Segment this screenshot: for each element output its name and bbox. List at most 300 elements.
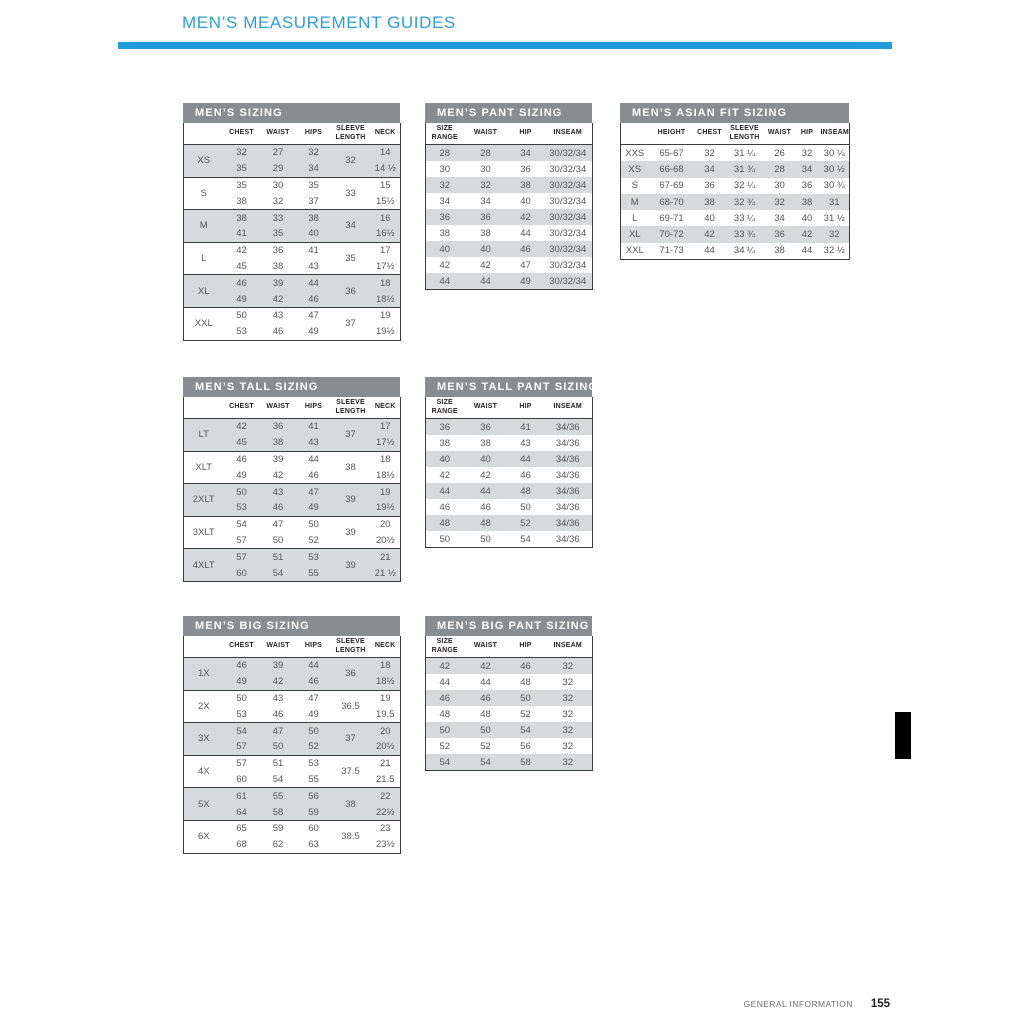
- sleeve-length-cell: 32: [331, 145, 371, 178]
- measurement-cell: 34/36: [544, 515, 593, 531]
- sleeve-length-cell: 38: [331, 788, 371, 821]
- table-mens-sizing: [183, 103, 400, 341]
- column-header-row: [621, 123, 850, 145]
- column-header-cell: WAIST: [765, 123, 795, 145]
- measurement-cell: 63: [297, 837, 331, 853]
- measurement-cell: 49: [297, 324, 331, 340]
- column-header-cell: INSEAM: [544, 636, 593, 658]
- measurement-cell: 22½: [371, 804, 401, 820]
- measurement-cell: 46: [439, 501, 451, 513]
- table-row: [184, 419, 401, 435]
- measurement-cell: 49: [224, 674, 260, 690]
- table-mens-tall-sizing: [183, 377, 400, 582]
- measurement-cell: 32: [544, 754, 593, 771]
- measurement-cell: 55: [297, 565, 331, 581]
- measurement-cell: 18½: [371, 467, 401, 483]
- measurement-cell: 39: [272, 453, 284, 465]
- sleeve-length-cell: 39: [331, 484, 371, 517]
- measurement-cell: 50: [520, 501, 531, 513]
- measurement-cell: 50: [426, 722, 464, 738]
- table-title-bar: MEN’S PANT SIZING: [425, 103, 592, 123]
- measurement-cell: 51: [272, 758, 284, 770]
- measurement-cell: 43: [272, 692, 284, 704]
- measurement-cell: 46: [297, 291, 331, 307]
- table-row: [184, 788, 401, 804]
- measurement-cell: 17: [379, 245, 391, 257]
- measurement-cell: 30/32/34: [549, 195, 587, 207]
- measurement-cell: 28: [464, 145, 508, 162]
- measurement-cell: 40: [704, 212, 715, 224]
- table-row: [184, 658, 401, 674]
- measurement-cell: 50: [439, 533, 451, 545]
- measurement-cell: 17½: [371, 435, 401, 451]
- table-title-bar: MEN’S SIZING: [183, 103, 400, 123]
- measurement-cell: 26: [774, 147, 785, 159]
- measurement-cell: 39: [260, 658, 297, 674]
- measurement-cell: 28: [426, 145, 464, 162]
- measurement-cell: 38: [480, 227, 491, 239]
- measurement-cell: 50: [236, 310, 247, 322]
- measurement-cell: 54: [260, 772, 297, 788]
- measurement-cell: 17: [371, 419, 401, 435]
- size-label-cell: M: [184, 210, 224, 243]
- measurement-cell: 46: [297, 674, 331, 690]
- measurement-cell: 23½: [371, 837, 401, 853]
- measurement-cell: 53: [297, 549, 331, 565]
- table-row: [426, 754, 593, 771]
- measurement-cell: 36: [260, 419, 297, 435]
- table-row: [621, 226, 850, 242]
- measurement-cell: 48: [464, 515, 508, 531]
- measurement-cell: 46: [426, 690, 464, 706]
- measurement-cell: 34/36: [544, 419, 593, 436]
- measurement-cell: 50: [508, 690, 544, 706]
- page-title: MEN’S MEASUREMENT GUIDES: [182, 13, 456, 32]
- measurement-cell: 32: [562, 740, 574, 752]
- column-header-cell: [184, 397, 224, 419]
- measurement-cell: 46: [480, 501, 491, 513]
- table-row: [184, 549, 401, 565]
- measurement-cell: 44: [508, 451, 544, 467]
- measurement-cell: 42: [260, 291, 297, 307]
- measurement-cell: 53: [224, 500, 260, 516]
- measurement-cell: 30/32/34: [549, 227, 587, 239]
- sleeve-length-cell: 36.5: [331, 690, 371, 723]
- table-row: [426, 706, 593, 722]
- measurement-cell: 53: [224, 706, 260, 722]
- size-label-cell: 4XLT: [184, 549, 224, 582]
- measurement-cell: 48: [426, 515, 464, 531]
- measurement-cell: 42: [508, 209, 544, 225]
- table-row: [621, 194, 850, 210]
- measurement-cell: 46: [260, 500, 297, 516]
- measurement-cell: 57: [224, 549, 260, 565]
- measurement-cell: 44: [426, 483, 464, 499]
- table-row: [184, 451, 401, 467]
- measurement-cell: 43: [260, 484, 297, 500]
- measurement-cell: 47: [308, 310, 319, 322]
- measurement-cell: XL: [621, 226, 649, 242]
- table-row: [621, 243, 850, 260]
- measurement-cell: 14 ½: [371, 161, 401, 177]
- measurement-cell: 19: [379, 692, 391, 704]
- measurement-cell: 30/32/34: [544, 273, 593, 290]
- sizing-table: [425, 636, 593, 771]
- measurement-cell: 32: [765, 194, 795, 210]
- table-title-bar: MEN’S ASIAN FIT SIZING: [620, 103, 849, 123]
- measurement-cell: 32: [820, 226, 850, 242]
- measurement-cell: 17½: [371, 259, 401, 275]
- measurement-cell: 22: [371, 788, 401, 804]
- size-label-cell: 2X: [184, 690, 224, 723]
- sizing-table: [620, 123, 850, 260]
- column-header-cell: SIZE RANGE: [426, 123, 464, 145]
- column-header-cell: CHEST: [224, 397, 260, 419]
- column-header-cell: CHEST: [224, 636, 260, 658]
- measurement-cell: 20: [371, 723, 401, 739]
- table-title-bar: MEN’S BIG PANT SIZING: [425, 616, 592, 636]
- measurement-cell: 30/32/34: [544, 209, 593, 225]
- column-header-row: [426, 123, 593, 145]
- measurement-cell: 68-70: [649, 194, 695, 210]
- column-header-row: [426, 397, 593, 419]
- sleeve-length-cell: 35: [331, 242, 371, 275]
- table-row: [426, 435, 593, 451]
- sizing-table: [425, 397, 593, 548]
- measurement-cell: 43: [520, 437, 531, 449]
- measurement-cell: 30/32/34: [544, 145, 593, 162]
- measurement-cell: 21: [371, 549, 401, 565]
- measurement-cell: 50: [260, 739, 297, 755]
- table-row: [184, 307, 401, 323]
- measurement-cell: 31: [820, 194, 850, 210]
- measurement-cell: XXL: [625, 245, 644, 257]
- measurement-cell: 35: [236, 179, 247, 191]
- table-row: [621, 161, 850, 177]
- table-mens-tall-pant-sizing: [425, 377, 599, 548]
- measurement-cell: 31 ½: [823, 212, 845, 224]
- column-header-cell: INSEAM: [820, 123, 850, 145]
- measurement-cell: 49: [508, 273, 544, 290]
- measurement-cell: 50: [224, 484, 260, 500]
- measurement-cell: 30/32/34: [544, 241, 593, 257]
- measurement-cell: 18: [371, 658, 401, 674]
- column-header-cell: HIP: [508, 397, 544, 419]
- measurement-cell: 32 ¾: [725, 194, 765, 210]
- column-header-cell: HIPS: [297, 123, 331, 145]
- measurement-cell: 50: [480, 533, 491, 545]
- sleeve-length-cell: 37: [331, 723, 371, 756]
- measurement-cell: 50: [236, 692, 247, 704]
- column-header-cell: HIP: [508, 123, 544, 145]
- measurement-cell: 50: [464, 722, 508, 738]
- measurement-cell: 46: [224, 275, 260, 291]
- measurement-cell: 50: [260, 533, 297, 549]
- column-header-cell: WAIST: [464, 397, 508, 419]
- column-header-cell: SLEEVE LENGTH: [331, 123, 371, 145]
- column-header-cell: INSEAM: [544, 397, 593, 419]
- table-mens-big-pant-sizing: [425, 616, 592, 771]
- measurement-cell: 42: [426, 658, 464, 675]
- measurement-cell: 16½: [371, 226, 401, 242]
- size-label-cell: 6X: [184, 820, 224, 853]
- size-label-cell: XXL: [184, 307, 224, 340]
- measurement-cell: 60: [308, 823, 319, 835]
- table-row: [184, 755, 401, 771]
- table-row: [426, 419, 593, 436]
- measurement-cell: 34/36: [544, 483, 593, 499]
- sleeve-length-cell: 38: [331, 451, 371, 484]
- measurement-cell: 38: [439, 227, 451, 239]
- measurement-cell: 40: [801, 212, 813, 224]
- measurement-cell: 36: [520, 163, 531, 175]
- measurement-cell: 42: [695, 226, 725, 242]
- column-header-cell: NECK: [371, 636, 401, 658]
- measurement-cell: 32: [562, 676, 574, 688]
- table-row: [184, 177, 401, 193]
- measurement-cell: 36: [704, 180, 715, 192]
- table-row: [184, 242, 401, 258]
- measurement-cell: 36: [801, 180, 813, 192]
- measurement-cell: 54: [508, 722, 544, 738]
- table-row: [426, 177, 593, 193]
- measurement-cell: 36: [765, 226, 795, 242]
- measurement-cell: 34/36: [555, 469, 580, 481]
- table-row: [426, 193, 593, 209]
- measurement-cell: M: [621, 194, 649, 210]
- measurement-cell: 39: [260, 275, 297, 291]
- column-header-cell: [621, 123, 649, 145]
- measurement-cell: 45: [224, 435, 260, 451]
- measurement-cell: 54: [260, 565, 297, 581]
- measurement-cell: 47: [308, 692, 319, 704]
- sizing-table: [183, 123, 401, 341]
- measurement-cell: 52: [480, 740, 491, 752]
- sleeve-length-cell: 38.5: [331, 820, 371, 853]
- table-row: [426, 467, 593, 483]
- measurement-cell: 19.5: [371, 706, 401, 722]
- measurement-cell: 54: [426, 754, 464, 771]
- measurement-cell: 40: [426, 241, 464, 257]
- measurement-cell: 18½: [371, 291, 401, 307]
- measurement-cell: 57: [224, 533, 260, 549]
- measurement-cell: 28: [765, 161, 795, 177]
- measurement-cell: 19: [371, 484, 401, 500]
- measurement-cell: 30: [774, 180, 785, 192]
- table-row: [426, 225, 593, 241]
- measurement-cell: XXS: [625, 147, 645, 159]
- table-row: [621, 145, 850, 162]
- table-row: [426, 241, 593, 257]
- measurement-cell: 32: [426, 177, 464, 193]
- measurement-cell: 49: [224, 467, 260, 483]
- measurement-cell: 49: [297, 706, 331, 722]
- measurement-cell: 42: [439, 469, 451, 481]
- table-row: [184, 723, 401, 739]
- measurement-cell: 32: [544, 722, 593, 738]
- measurement-cell: 34: [774, 212, 785, 224]
- measurement-cell: 34/36: [555, 501, 580, 513]
- table-row: [621, 178, 850, 194]
- measurement-cell: 30/32/34: [549, 163, 587, 175]
- size-label-cell: 3X: [184, 723, 224, 756]
- measurement-cell: 52: [297, 533, 331, 549]
- measurement-cell: 60: [224, 565, 260, 581]
- measurement-cell: 41: [308, 245, 319, 257]
- measurement-cell: 32: [260, 193, 297, 209]
- measurement-cell: 38: [480, 437, 491, 449]
- size-label-cell: 4X: [184, 755, 224, 788]
- measurement-cell: 47: [520, 259, 531, 271]
- measurement-cell: 42: [260, 467, 297, 483]
- measurement-cell: 54: [236, 519, 247, 531]
- measurement-cell: 56: [297, 788, 331, 804]
- measurement-cell: 36: [464, 419, 508, 436]
- column-header-cell: [184, 123, 224, 145]
- column-header-cell: WAIST: [260, 636, 297, 658]
- column-header-cell: CHEST: [224, 123, 260, 145]
- measurement-cell: 49: [297, 500, 331, 516]
- column-header-row: [184, 636, 401, 658]
- page-number: 155: [870, 998, 890, 1010]
- measurement-cell: 46: [224, 658, 260, 674]
- size-label-cell: L: [184, 242, 224, 275]
- table-row: [426, 690, 593, 706]
- measurement-cell: 18: [379, 453, 391, 465]
- column-header-row: [184, 397, 401, 419]
- table-row: [184, 690, 401, 706]
- table-row: [426, 483, 593, 499]
- column-header-cell: WAIST: [464, 123, 508, 145]
- measurement-cell: 43: [272, 310, 284, 322]
- measurement-cell: 32: [562, 708, 574, 720]
- sleeve-length-cell: 39: [331, 549, 371, 582]
- measurement-cell: 34: [508, 145, 544, 162]
- table-row: [426, 499, 593, 515]
- measurement-cell: 32: [544, 690, 593, 706]
- table-row: [426, 531, 593, 548]
- measurement-cell: 58: [508, 754, 544, 771]
- measurement-cell: 46: [297, 467, 331, 483]
- measurement-cell: 41: [224, 226, 260, 242]
- measurement-cell: 44: [439, 676, 451, 688]
- measurement-cell: 14: [371, 145, 401, 161]
- measurement-cell: 51: [260, 549, 297, 565]
- measurement-cell: 34/36: [555, 533, 580, 545]
- column-header-cell: NECK: [371, 397, 401, 419]
- accent-rule: [118, 42, 892, 49]
- sleeve-length-cell: 39: [331, 516, 371, 549]
- measurement-cell: 32: [224, 145, 260, 161]
- measurement-cell: 44: [704, 245, 715, 257]
- column-header-cell: HIPS: [297, 397, 331, 419]
- measurement-cell: 55: [297, 772, 331, 788]
- size-label-cell: LT: [184, 419, 224, 452]
- measurement-cell: 43: [297, 435, 331, 451]
- measurement-cell: 32: [297, 145, 331, 161]
- page-footer: [600, 998, 890, 1010]
- measurement-cell: 42: [464, 658, 508, 675]
- measurement-cell: 44: [480, 676, 491, 688]
- measurement-cell: 44: [464, 273, 508, 290]
- measurement-cell: 40: [426, 451, 464, 467]
- measurement-cell: 40: [520, 195, 531, 207]
- table-title-bar: MEN’S TALL SIZING: [183, 377, 400, 397]
- measurement-cell: 30/32/34: [544, 177, 593, 193]
- measurement-cell: 18½: [371, 674, 401, 690]
- measurement-cell: 32: [464, 177, 508, 193]
- measurement-cell: 56: [520, 740, 531, 752]
- measurement-cell: 46: [508, 658, 544, 675]
- measurement-cell: 46: [464, 690, 508, 706]
- measurement-cell: 48: [508, 483, 544, 499]
- measurement-cell: 44: [297, 658, 331, 674]
- measurement-cell: L: [632, 212, 638, 224]
- table-row: [426, 209, 593, 225]
- measurement-cell: 45: [224, 259, 260, 275]
- size-label-cell: 5X: [184, 788, 224, 821]
- measurement-cell: 35: [260, 226, 297, 242]
- size-label-cell: 3XLT: [184, 516, 224, 549]
- measurement-cell: 20½: [371, 739, 401, 755]
- column-header-cell: SLEEVE LENGTH: [331, 636, 371, 658]
- size-label-cell: XL: [184, 275, 224, 308]
- measurement-cell: 29: [260, 161, 297, 177]
- measurement-cell: 47: [297, 484, 331, 500]
- column-header-cell: SLEEVE LENGTH: [331, 397, 371, 419]
- measurement-cell: 34: [695, 161, 725, 177]
- column-header-cell: HIPS: [297, 636, 331, 658]
- measurement-cell: 50: [297, 723, 331, 739]
- column-header-cell: SIZE RANGE: [426, 636, 464, 658]
- measurement-cell: 31 ¼: [733, 147, 756, 159]
- measurement-cell: 36: [272, 245, 284, 257]
- measurement-cell: 44: [801, 245, 813, 257]
- measurement-cell: 42: [236, 245, 247, 257]
- measurement-cell: 35: [224, 161, 260, 177]
- measurement-cell: 23: [379, 823, 391, 835]
- measurement-cell: 42: [260, 674, 297, 690]
- measurement-cell: 47: [272, 519, 284, 531]
- measurement-cell: 16: [371, 210, 401, 226]
- measurement-cell: 54: [224, 723, 260, 739]
- measurement-cell: 33 ¾: [725, 226, 765, 242]
- column-header-cell: WAIST: [464, 636, 508, 658]
- measurement-cell: 35: [308, 179, 319, 191]
- measurement-cell: 48: [520, 676, 531, 688]
- column-header-cell: WAIST: [260, 397, 297, 419]
- measurement-cell: 50: [308, 519, 319, 531]
- column-header-cell: HIP: [508, 636, 544, 658]
- page-edge-marker: [895, 712, 911, 759]
- measurement-cell: 32: [801, 147, 813, 159]
- sleeve-length-cell: 36: [331, 275, 371, 308]
- measurement-cell: 55: [260, 788, 297, 804]
- measurement-cell: 44: [464, 483, 508, 499]
- measurement-cell: 40: [464, 451, 508, 467]
- measurement-cell: 38: [795, 194, 820, 210]
- measurement-cell: 40: [464, 241, 508, 257]
- measurement-cell: 44: [426, 273, 464, 290]
- measurement-cell: 53: [224, 324, 260, 340]
- measurement-cell: 21 ½: [371, 565, 401, 581]
- measurement-cell: 19½: [371, 500, 401, 516]
- measurement-cell: 49: [224, 291, 260, 307]
- measurement-cell: 30/32/34: [549, 259, 587, 271]
- sizing-table: [425, 123, 593, 290]
- sleeve-length-cell: 37: [331, 307, 371, 340]
- table-row: [426, 674, 593, 690]
